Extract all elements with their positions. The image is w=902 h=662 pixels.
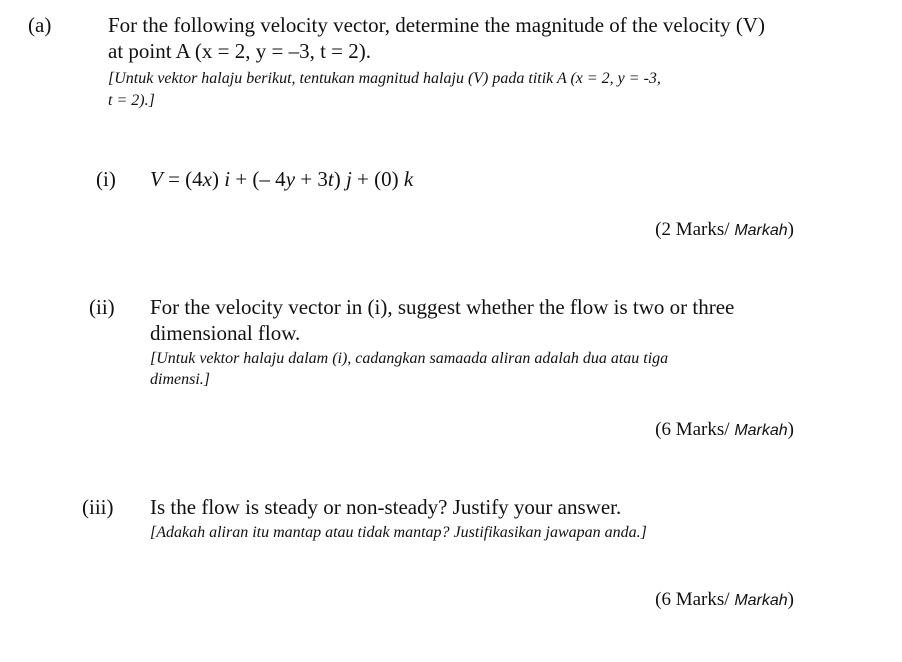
marks-i-en: (2 Marks/ [655, 219, 735, 240]
question-label-i: (i) [96, 167, 116, 191]
question-iii-english: Is the flow is steady or non-steady? Justify your answer. [150, 495, 622, 519]
formula-close2: ) [333, 167, 346, 191]
velocity-formula [150, 167, 413, 191]
formula-mid: + (– 4 [230, 167, 286, 191]
question-ii-english-line1: For the velocity vector in (i), suggest whether the flow is two or three [150, 295, 735, 319]
formula-i: i [224, 167, 231, 191]
marks-ii-ms: Markah [734, 422, 788, 439]
formula-close1: ) [212, 167, 225, 191]
marks-ii [655, 418, 794, 443]
marks-i-close: ) [787, 219, 794, 240]
question-label-ii: (ii) [89, 295, 115, 319]
formula-y: y [285, 167, 296, 191]
question-a-malay-line1: [Untuk vektor halaju berikut, tentukan magnitud halaju (V) pada titik A (x = 2, y = -3, [108, 70, 661, 87]
question-ii-english-line2: dimensional flow. [150, 321, 301, 345]
marks-i [655, 218, 794, 243]
formula-eq: = (4 [162, 167, 203, 191]
formula-tail: + (0) [351, 167, 404, 191]
formula-v: V [150, 167, 163, 191]
formula-t: t [327, 167, 334, 191]
marks-iii [655, 588, 794, 613]
question-ii-malay-line2: dimensi.] [150, 371, 210, 388]
marks-i-ms: Markah [734, 222, 788, 239]
marks-iii-en: (6 Marks/ [655, 589, 735, 610]
question-iii-malay: [Adakah aliran itu mantap atau tidak mantap? Justifikasikan jawapan anda.] [150, 524, 647, 541]
formula-j: j [345, 167, 352, 191]
marks-iii-close: ) [787, 589, 794, 610]
question-a-malay-line2: t = 2).] [108, 92, 155, 109]
marks-iii-ms: Markah [734, 592, 788, 609]
question-a-english-line1: For the following velocity vector, determine the magnitude of the velocity (V) [108, 13, 765, 37]
formula-x: x [202, 167, 212, 191]
marks-ii-close: ) [787, 419, 794, 440]
formula-plus3: + 3 [295, 167, 328, 191]
marks-ii-en: (6 Marks/ [655, 419, 735, 440]
question-label-iii: (iii) [82, 495, 114, 519]
question-a-english-line2: at point A (x = 2, y = –3, t = 2). [108, 39, 372, 63]
formula-k: k [403, 167, 414, 191]
question-label-a: (a) [28, 13, 52, 37]
question-ii-malay-line1: [Untuk vektor halaju dalam (i), cadangkan samaada aliran adalah dua atau tiga [150, 350, 669, 367]
